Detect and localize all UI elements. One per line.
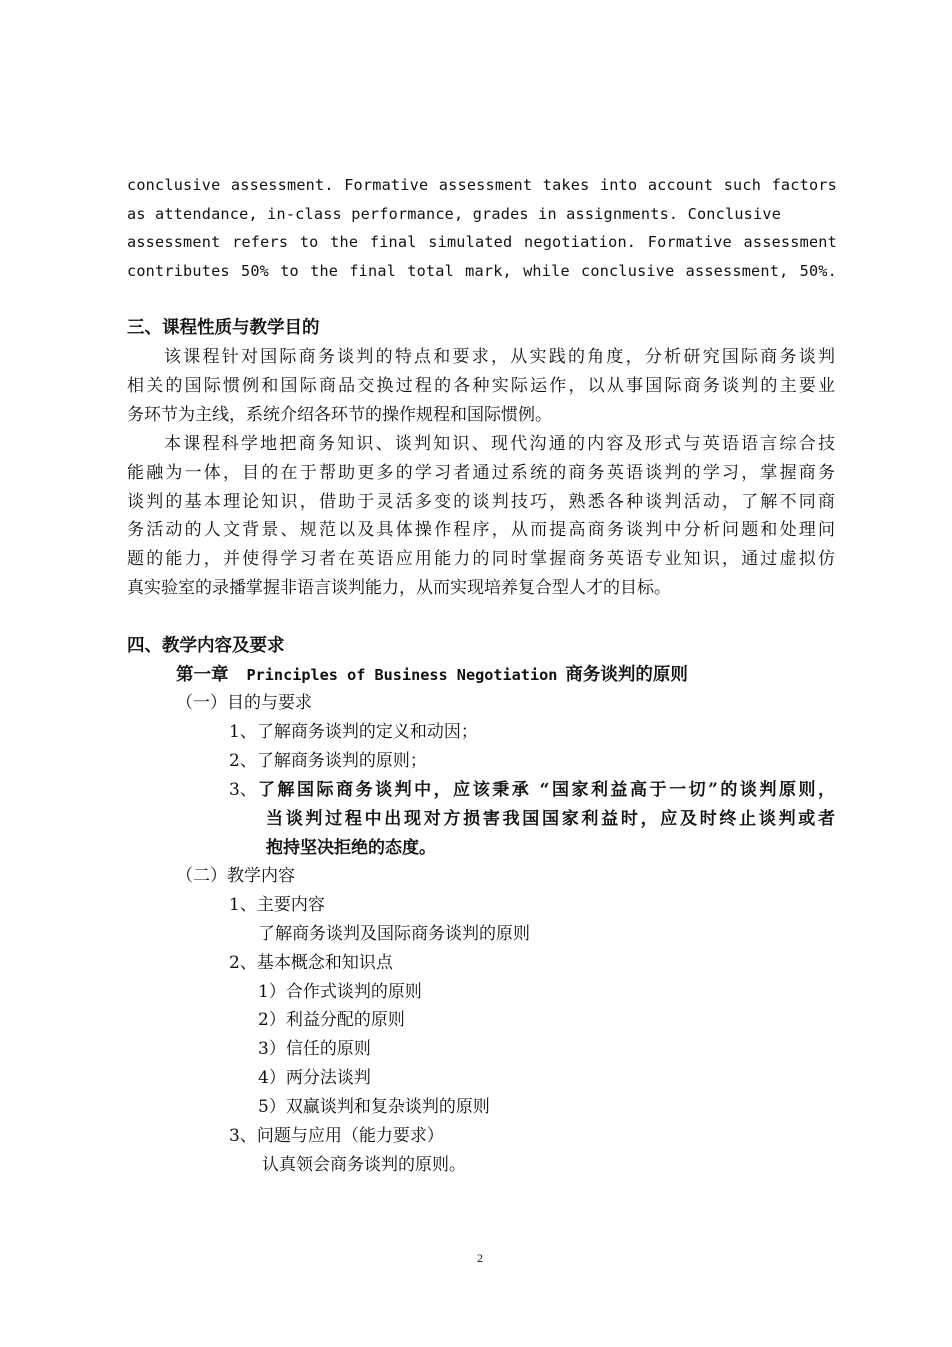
part1-item-3-line-2: 当谈判过程中出现对方损害我国国家利益时，应及时终止谈判或者 — [266, 809, 835, 829]
concept-item-5: 5）双赢谈判和复杂谈判的原则 — [258, 1097, 490, 1117]
section3-para2-line-2: 能融为一体，目的在于帮助更多的学习者通过系统的商务英语谈判的学习，掌握商务 — [127, 463, 835, 483]
section3-para2-line-3: 谈判的基本理论知识，借助于灵活多变的谈判技巧，熟悉各种谈判活动，了解不同商 — [127, 492, 835, 512]
section3-para2-line-5: 题的能力，并使得学习者在英语应用能力的同时掌握商务英语专业知识，通过虚拟仿 — [127, 549, 835, 569]
part2-application-text: 认真领会商务谈判的原则。 — [262, 1155, 466, 1175]
english-line-3: assessment refers to the final simulated negotiation. Formative assessment — [127, 233, 837, 251]
english-line-1: conclusive assessment. Formative assessment takes into account such factors — [127, 176, 837, 194]
part2-title: （二）教学内容 — [176, 866, 295, 886]
english-line-2: as attendance, in-class performance, grades in assignments. Conclusive — [127, 205, 782, 223]
concept-item-2: 2）利益分配的原则 — [258, 1010, 405, 1030]
part1-item-2: 2、了解商务谈判的原则； — [229, 751, 427, 771]
page-number: 2 — [477, 1251, 483, 1265]
section3-para1-line-1: 该课程针对国际商务谈判的特点和要求，从实践的角度，分析研究国际商务谈判 — [164, 347, 835, 367]
chapter-title-en: Principles of Business Negotiation — [246, 666, 558, 684]
chapter-prefix: 第一章 — [176, 665, 229, 685]
section3-para2-line-4: 务活动的人文背景、规范以及具体操作程序，从而提高商务谈判中分析问题和处理问 — [127, 520, 835, 540]
section3-para2-line-1: 本课程科学地把商务知识、谈判知识、现代沟通的内容及形式与英语语言综合技 — [164, 434, 835, 454]
section3-para2-line-6: 真实验室的录播掌握非语言谈判能力，从而实现培养复合型人才的目标。 — [127, 578, 671, 598]
part2-application-label: 3、问题与应用（能力要求） — [229, 1126, 444, 1146]
section3-para1-line-3: 务环节为主线，系统介绍各环节的操作规程和国际惯例。 — [127, 405, 552, 425]
part2-concepts-label: 2、基本概念和知识点 — [229, 953, 393, 973]
concept-item-1: 1）合作式谈判的原则 — [258, 982, 422, 1002]
section4-title: 四、教学内容及要求 — [127, 636, 285, 656]
part1-item-3-line-3: 抱持坚决拒绝的态度。 — [266, 838, 436, 858]
english-line-4: contributes 50% to the final total mark, while conclusive assessment, 50%. — [127, 262, 837, 280]
part1-item-1: 1、了解商务谈判的定义和动因； — [229, 722, 478, 742]
part1-item-3-line-1: 了解国际商务谈判中，应该秉承 “国家利益高于一切”的谈判原则， — [258, 780, 835, 800]
part2-main-content-text: 了解商务谈判及国际商务谈判的原则 — [258, 924, 530, 944]
section3-para1-line-2: 相关的国际惯例和国际商品交换过程的各种实际运作，以从事国际商务谈判的主要业 — [127, 376, 835, 396]
part1-title: （一）目的与要求 — [176, 693, 312, 713]
chapter-heading — [176, 664, 688, 686]
section3-title: 三、课程性质与教学目的 — [127, 318, 320, 338]
concept-item-3: 3）信任的原则 — [258, 1039, 371, 1059]
part2-main-content-label: 1、主要内容 — [229, 895, 325, 915]
concept-item-4: 4）两分法谈判 — [258, 1068, 371, 1088]
part1-item-3-number: 3、 — [229, 780, 257, 800]
chapter-title-zh: 商务谈判的原则 — [565, 665, 688, 685]
